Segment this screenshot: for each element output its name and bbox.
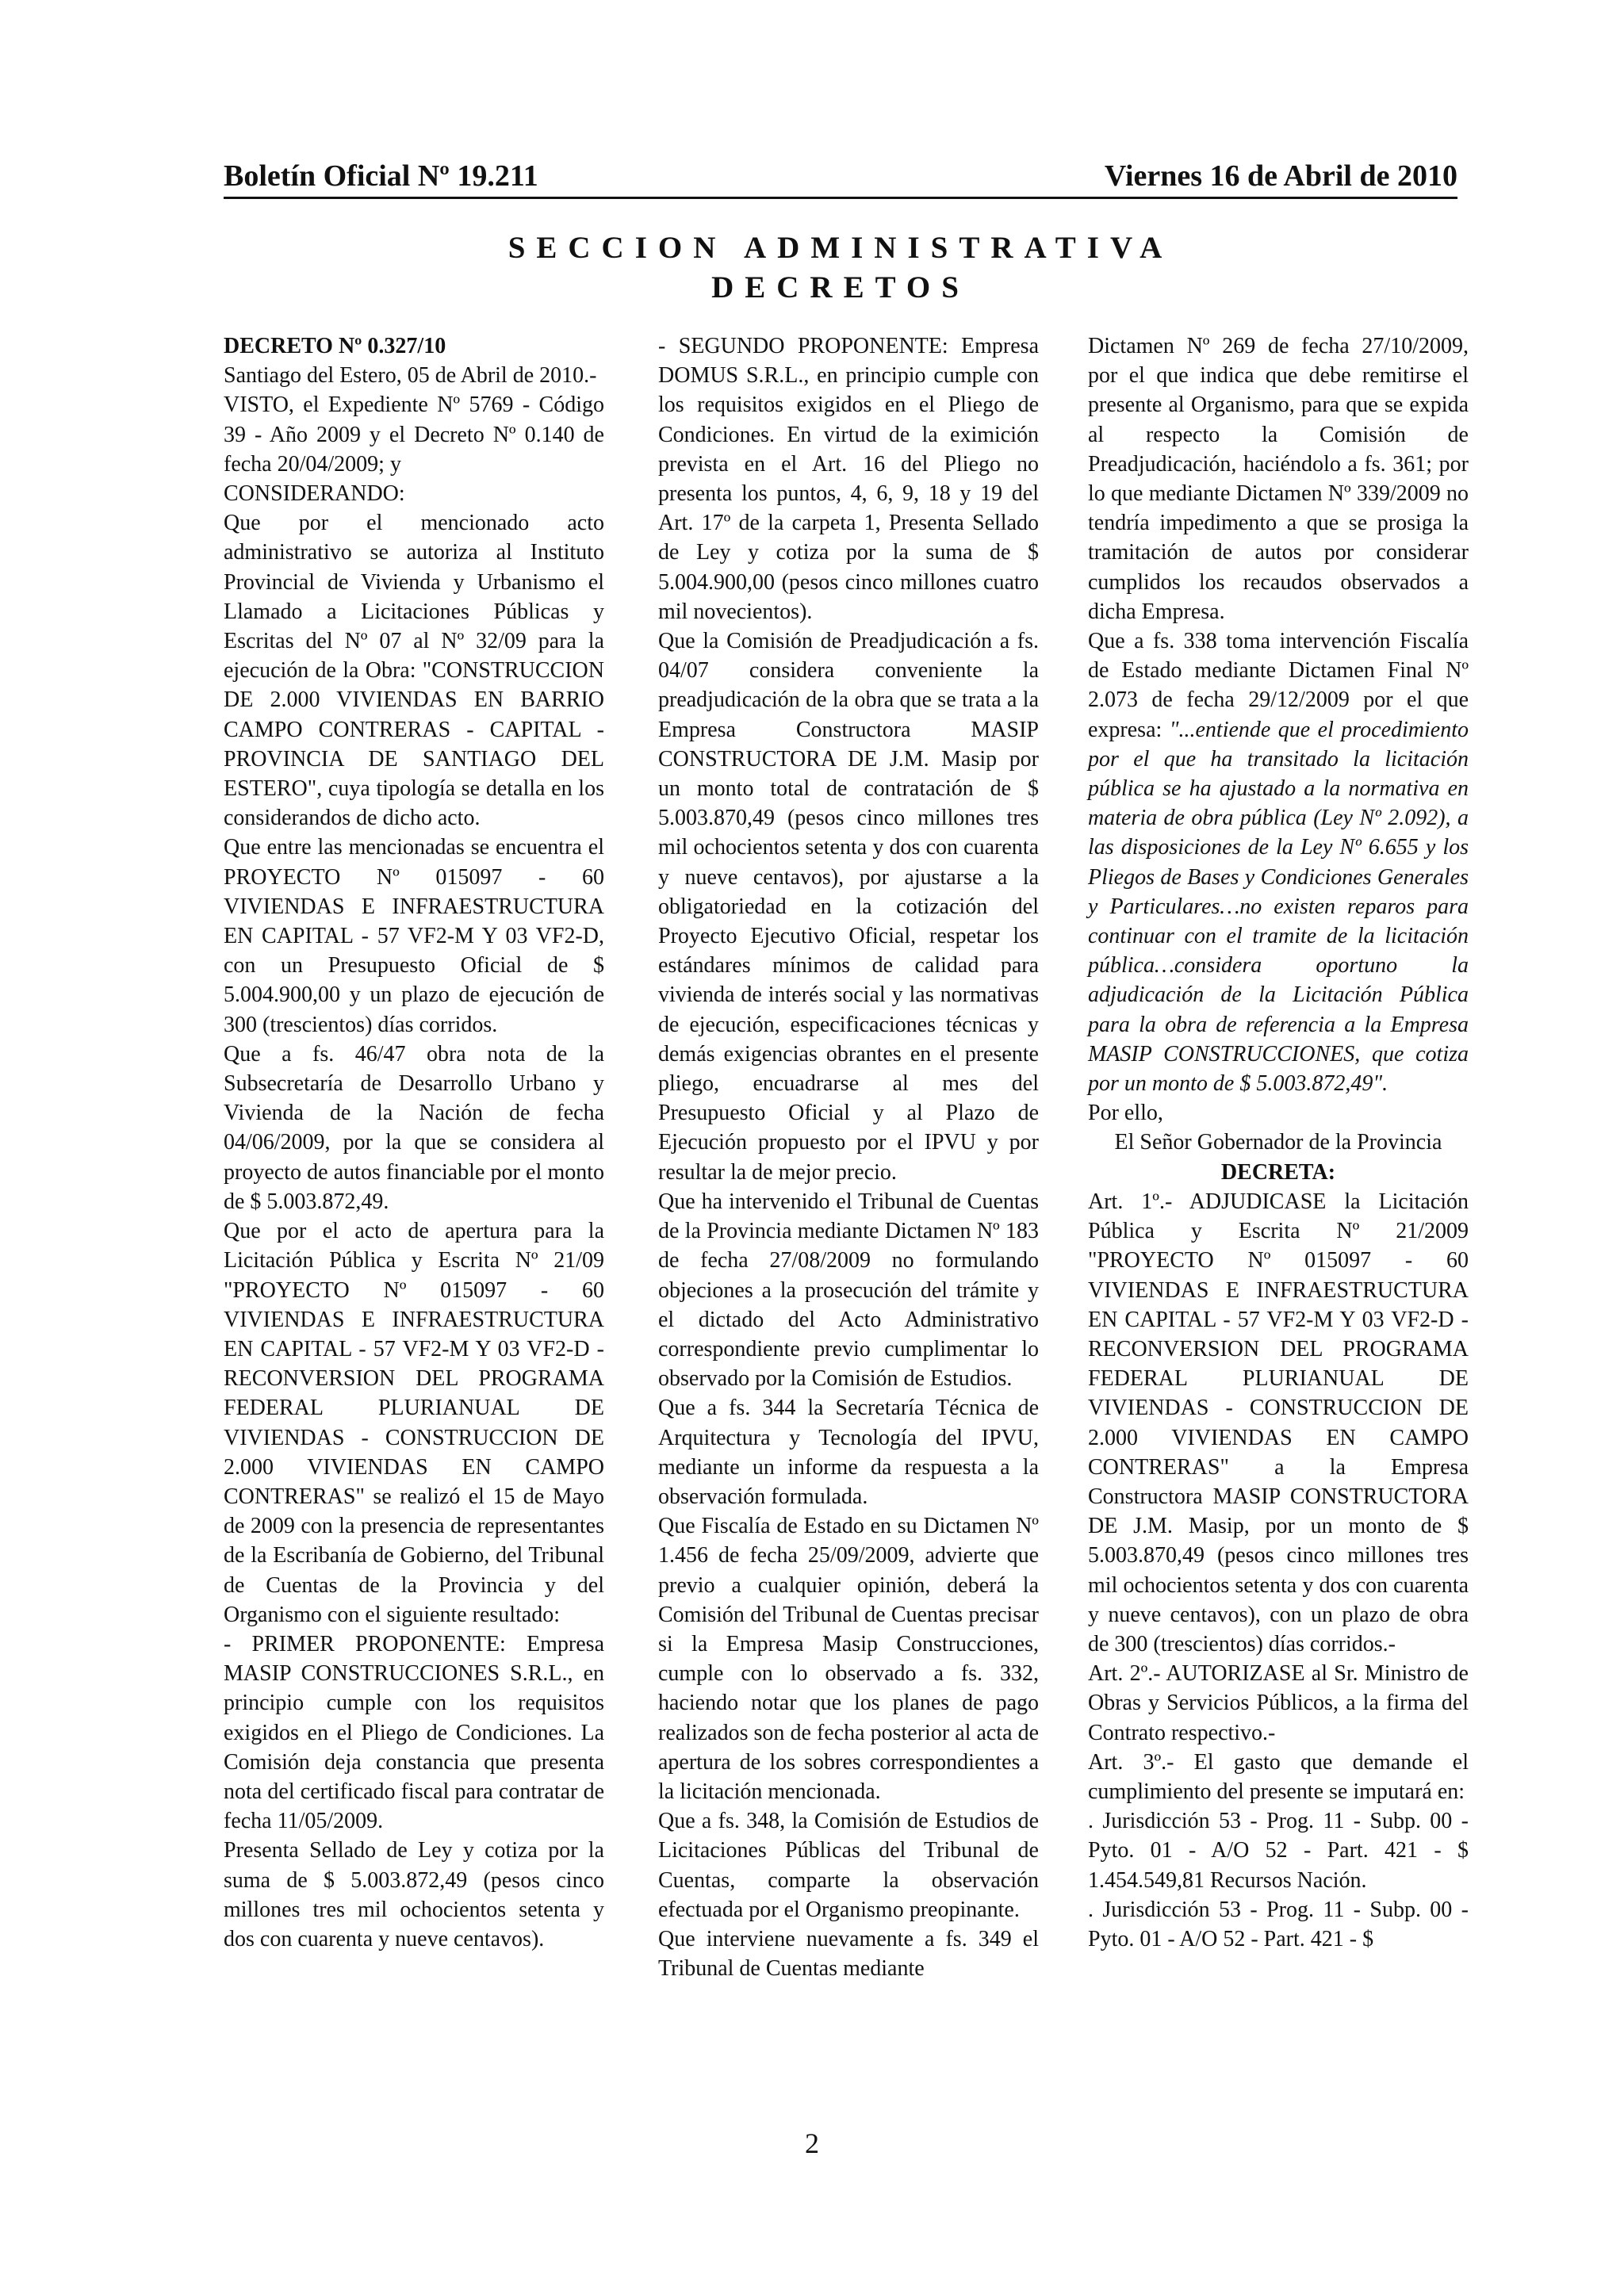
publication-date: Viernes 16 de Abril de 2010 xyxy=(1104,159,1457,193)
section-title: SECCION ADMINISTRATIVA xyxy=(508,231,1174,265)
paragraph: Que a fs. 344 la Secretaría Técnica de Arquitectura y Tecnología del IPVU, mediante un informe da respuesta a la observación formulada. xyxy=(658,1396,1039,1509)
article-2: Art. 2º.- AUTORIZASE al Sr. Ministro de Obras y Servicios Públicos, a la firma del Contrato respectivo.- xyxy=(1088,1661,1469,1745)
paragraph: CONSIDERANDO: xyxy=(224,481,405,507)
paragraph xyxy=(1088,626,1469,1098)
quoted-opinion: "...entiende que el procedimiento por el que ha transitado la licitación pública se ha ajustado a la normativa en materia de obra pública (Ley Nº 2.092), a las disposiciones de la Ley Nº 6.655 y los Pliegos de Bases y Condiciones Generales y Particulares…no existen reparos para continuar con el tramite de la licitación pública…considera oportuno la adjudicación de la Licitación Pública para la obra de referencia a la Empresa MASIP CONSTRUCCIONES, que cotiza por un monto de $ 5.003.872,49". xyxy=(1088,717,1469,1097)
paragraph: Que interviene nuevamente a fs. 349 el Tribunal de Cuentas mediante xyxy=(658,1926,1039,1982)
paragraph: Que a fs. 348, la Comisión de Estudios de Licitaciones Públicas del Tribunal de Cuentas, comparte la observación efectuada por el Organismo preopinante. xyxy=(658,1809,1039,1922)
budget-line: . Jurisdicción 53 - Prog. 11 - Subp. 00 - Pyto. 01 - A/O 52 - Part. 421 - $ xyxy=(1088,1897,1469,1951)
page-number: 2 xyxy=(805,2127,819,2159)
governor-line: El Señor Gobernador de la Provincia xyxy=(1114,1130,1442,1155)
paragraph: Que la Comisión de Preadjudicación a fs. 04/07 considera conveniente la preadjudicación de la obra que se trata a la Empresa Constructora MASIP CONSTRUCTORA DE J.M. Masip por un monto total de contratación de $ 5.003.870,49 (pesos cinco millones tres mil ochocientos setenta y dos con cuarenta y nueve centavos), por ajustarse a la obligatoriedad en la cotización del Proyecto Ejecutivo Oficial, respetar los estándares mínimos de calidad para vivienda de interés social y las normativas de ejecución, especificaciones técnicas y demás exigencias obrantes en el presente pliego, encuadrarse al mes del Presupuesto Oficial y al Plazo de Ejecución propuesto por el IPVU y por resultar la de mejor precio. xyxy=(658,629,1039,1185)
section-subtitle: DECRETOS xyxy=(711,270,970,304)
column-2 xyxy=(658,331,1039,1983)
paragraph: Por ello, xyxy=(1088,1101,1163,1126)
paragraph: - PRIMER PROPONENTE: Empresa MASIP CONSTRUCCIONES S.R.L., en principio cumple con los requisitos exigidos en el Pliego de Condiciones. La Comisión deja constancia que presenta nota del certificado fiscal para contratar de fecha 11/05/2009. xyxy=(224,1631,604,1834)
paragraph: Santiago del Estero, 05 de Abril de 2010.- xyxy=(224,363,597,389)
decreta-heading: DECRETA: xyxy=(1220,1159,1336,1185)
column-1 xyxy=(224,331,604,1954)
paragraph: Que entre las mencionadas se encuentra el PROYECTO Nº 015097 - 60 VIVIENDAS E INFRAESTRUCTURA EN CAPITAL - 57 VF2-M Y 03 VF2-D, con un Presupuesto Oficial de $ 5.004.900,00 y un plazo de ejecución de 300 (trescientos) días corridos. xyxy=(224,835,604,1037)
paragraph: Que ha intervenido el Tribunal de Cuentas de la Provincia mediante Dictamen Nº 183 de fecha 27/08/2009 no formulando objeciones a la prosecución del trámite y el dictado del Acto Administrativo correspondiente previo cumplimentar lo observado por la Comisión de Estudios. xyxy=(658,1189,1039,1392)
decree-number: DECRETO Nº 0.327/10 xyxy=(224,334,446,358)
paragraph: Que por el acto de apertura para la Licitación Pública y Escrita Nº 21/09 "PROYECTO Nº 015097 - 60 VIVIENDAS E INFRAESTRUCTURA EN CAPITAL - 57 VF2-M Y 03 VF2-D - RECONVERSION DEL PROGRAMA FEDERAL PLURIANUAL DE VIVIENDAS - CONSTRUCCION DE 2.000 VIVIENDAS EN CAMPO CONTRERAS" se realizó el 15 de Mayo de 2009 con la presencia de representantes de la Escribanía de Gobierno, del Tribunal de Cuentas de la Provincia y del Organismo con el siguiente resultado: xyxy=(224,1219,604,1627)
bulletin-number: Boletín Oficial Nº 19.211 xyxy=(224,159,538,193)
paragraph: Que Fiscalía de Estado en su Dictamen Nº 1.456 de fecha 25/09/2009, advierte que previo a cualquier opinión, deberá la Comisión del Tribunal de Cuentas precisar si la Empresa Masip Construcciones, cumple con lo observado a fs. 332, haciendo notar que los planes de pago realizados son de fecha posterior al acta de apertura de los sobres correspondientes a la licitación mencionada. xyxy=(658,1514,1039,1804)
paragraph: VISTO, el Expediente Nº 5769 - Código 39 - Año 2009 y el Decreto Nº 0.140 de fecha 20/04/2009; y xyxy=(224,393,604,477)
paragraph-start: Que a fs. 338 toma intervención Fiscalía de Estado mediante Dictamen Final Nº 2.073 de fecha 29/12/2009 por el que expresa: xyxy=(1088,629,1469,742)
article-1: Art. 1º.- ADJUDICASE la Licitación Pública y Escrita Nº 21/2009 "PROYECTO Nº 015097 - 60 VIVIENDAS E INFRAESTRUCTURA EN CAPITAL - 57 VF2-M Y 03 VF2-D - RECONVERSION DEL PROGRAMA FEDERAL PLURIANUAL DE VIVIENDAS - CONSTRUCCION DE 2.000 VIVIENDAS EN CAMPO CONTRERAS" a la Empresa Constructora MASIP CONSTRUCTORA DE J.M. Masip, por un monto de $ 5.003.870,49 (pesos cinco millones tres mil ochocientos setenta y dos con cuarenta y nueve centavos), con un plazo de obra de 300 (trescientos) días corridos.- xyxy=(1088,1189,1469,1656)
paragraph: Dictamen Nº 269 de fecha 27/10/2009, por el que indica que debe remitirse el presente al Organismo, para que se expida al respecto la Comisión de Preadjudicación, haciéndolo a fs. 361; por lo que mediante Dictamen Nº 339/2009 no tendría impedimento a que se prosiga la tramitación de autos por considerar cumplidos los recaudos observados a dicha Empresa. xyxy=(1088,334,1469,624)
paragraph: Que por el mencionado acto administrativo se autoriza al Instituto Provincial de Vivienda y Urbanismo el Llamado a Licitaciones Públicas y Escritas del Nº 07 al Nº 32/09 para la ejecución de la Obra: "CONSTRUCCION DE 2.000 VIVIENDAS EN BARRIO CAMPO CONTRERAS - CAPITAL - PROVINCIA DE SANTIAGO DEL ESTERO", cuya tipología se detalla en los considerandos de dicho acto. xyxy=(224,511,604,831)
paragraph: Presenta Sellado de Ley y cotiza por la suma de $ 5.003.872,49 (pesos cinco millones tres mil ochocientos setenta y dos con cuarenta y nueve centavos). xyxy=(224,1838,604,1951)
paragraph: Que a fs. 46/47 obra nota de la Subsecretaría de Desarrollo Urbano y Vivienda de la Nación de fecha 04/06/2009, por la que se considera al proyecto de autos financiable por el monto de $ 5.003.872,49. xyxy=(224,1041,604,1214)
article-3: Art. 3º.- El gasto que demande el cumplimiento del presente se imputará en: xyxy=(1088,1749,1469,1804)
budget-line: . Jurisdicción 53 - Prog. 11 - Subp. 00 - Pyto. 01 - A/O 52 - Part. 421 - $ 1.454.549,81 Recursos Nación. xyxy=(1088,1809,1469,1893)
paragraph: - SEGUNDO PROPONENTE: Empresa DOMUS S.R.L., en principio cumple con los requisitos exigidos en el Pliego de Condiciones. En virtud de la eximición prevista en el Art. 16 del Pliego no presenta los puntos, 4, 6, 9, 18 y 19 del Art. 17º de la carpeta 1, Presenta Sellado de Ley y cotiza por la suma de $ 5.004.900,00 (pesos cinco millones cuatro mil novecientos). xyxy=(658,334,1039,624)
column-3 xyxy=(1088,331,1469,1954)
page-header xyxy=(224,155,1457,199)
